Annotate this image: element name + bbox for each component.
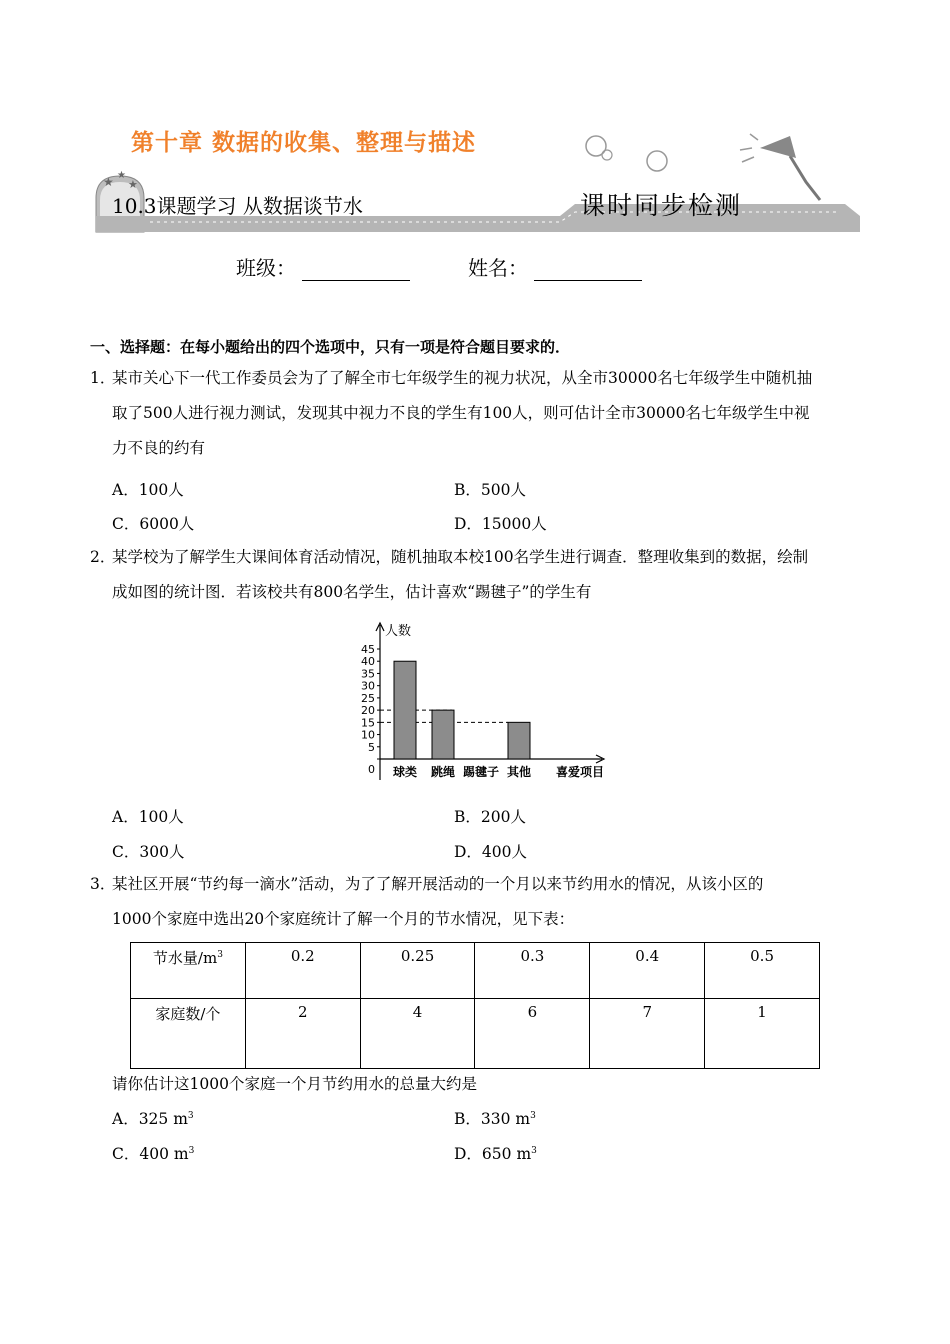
option-c[interactable]: C．6000人 <box>112 515 195 533</box>
y-axis-label: 人数 <box>385 624 412 639</box>
option-a[interactable]: A．325 $m^3$ <box>112 1110 194 1128</box>
table-cell: 0.4 <box>590 943 705 999</box>
section-title: 10.3课题学习 从数据谈节水 <box>112 194 363 218</box>
y-tick-label: 0 <box>368 763 375 776</box>
name-field <box>468 252 642 281</box>
bar <box>394 661 416 759</box>
table-cell: 2 <box>245 999 360 1069</box>
y-tick-label: 20 <box>361 704 375 718</box>
y-tick-label: 25 <box>361 691 375 705</box>
svg-text:★: ★ <box>117 170 126 181</box>
svg-text:★: ★ <box>128 178 138 191</box>
y-tick-label: 10 <box>361 728 375 742</box>
option-c[interactable]: C．300人 <box>112 843 185 861</box>
bar <box>508 722 530 759</box>
question-line: 某学校为了解学生大课间体育活动情况，随机抽取本校100名学生进行调查．整理收集到的数据，绘制 <box>112 548 809 566</box>
option-b[interactable]: B．200人 <box>454 808 526 826</box>
option-d[interactable]: D．650 $m^3$ <box>454 1145 537 1163</box>
class-blank <box>302 262 410 281</box>
table-cell: 7 <box>590 999 705 1069</box>
series-label: 课时同步检测 <box>580 191 743 220</box>
y-tick-label: 30 <box>361 679 375 693</box>
question-number: 3． <box>90 875 116 893</box>
table-cell: 1 <box>705 999 820 1069</box>
question-number: 2． <box>90 548 116 566</box>
class-label: 班级： <box>236 256 296 280</box>
x-axis-label: 喜爱项目 <box>556 765 605 779</box>
question-line: 取了500人进行视力测试，发现其中视力不良的学生有100人，则可估计全市30000名七年级学生中视 <box>112 404 810 422</box>
option-a[interactable]: A．100人 <box>112 808 184 826</box>
option-a[interactable]: A．100人 <box>112 481 184 499</box>
question-number: 1． <box>90 369 116 387</box>
chapter-title: 第十章 数据的收集、整理与描述 <box>131 130 477 156</box>
table-row <box>131 943 820 999</box>
question-2 <box>90 540 865 610</box>
y-tick-label: 15 <box>361 716 375 730</box>
category-label: 踢毽子 <box>462 765 500 779</box>
class-field <box>236 252 410 281</box>
table-cell: 0.3 <box>475 943 590 999</box>
option-b[interactable]: B．500人 <box>454 481 526 499</box>
option-d[interactable]: D．15000人 <box>454 515 547 533</box>
row-header: 家庭数/个 <box>131 999 246 1069</box>
y-tick-label: 35 <box>361 667 375 681</box>
category-label: 其他 <box>506 765 532 779</box>
table-cell: 0.2 <box>245 943 360 999</box>
table-row <box>131 999 820 1069</box>
bar-chart <box>360 615 620 790</box>
question-line: 某社区开展“节约每一滴水”活动，为了了解开展活动的一个月以来节约用水的情况，从该小区的 <box>112 875 764 893</box>
category-label: 球类 <box>392 765 418 779</box>
question-line: 成如图的统计图．若该校共有800名学生，估计喜欢“踢毽子”的学生有 <box>112 583 592 601</box>
question-prompt: 请你估计这1000个家庭一个月节约用水的总量大约是 <box>112 1075 477 1093</box>
row-header: 节水量$/m^3$ <box>131 943 246 999</box>
name-blank <box>534 262 642 281</box>
option-d[interactable]: D．400人 <box>454 843 528 861</box>
table-cell: 0.5 <box>705 943 820 999</box>
water-saving-table <box>130 942 820 1069</box>
question-1 <box>90 361 865 466</box>
question-3 <box>90 867 865 937</box>
y-tick-label: 45 <box>361 643 375 656</box>
section-instruction: 一、选择题：在每小题给出的四个选项中，只有一项是符合题目要求的． <box>90 338 571 356</box>
question-line: 某市关心下一代工作委员会为了了解全市七年级学生的视力状况，从全市30000名七年级学生中随机抽 <box>112 369 813 387</box>
question-line: 1000个家庭中选出20个家庭统计了解一个月的节水情况，见下表： <box>112 910 575 928</box>
name-label: 姓名： <box>468 256 528 280</box>
option-c[interactable]: C．400 $m^3$ <box>112 1145 195 1163</box>
svg-text:★: ★ <box>103 175 114 189</box>
y-tick-label: 40 <box>361 655 375 669</box>
question-line: 力不良的约有 <box>112 439 206 457</box>
option-b[interactable]: B．330 $m^3$ <box>454 1110 536 1128</box>
table-cell: 4 <box>360 999 475 1069</box>
y-tick-label: 5 <box>368 740 375 754</box>
bar <box>432 710 454 759</box>
category-label: 跳绳 <box>430 765 456 779</box>
table-cell: 6 <box>475 999 590 1069</box>
table-cell: 0.25 <box>360 943 475 999</box>
